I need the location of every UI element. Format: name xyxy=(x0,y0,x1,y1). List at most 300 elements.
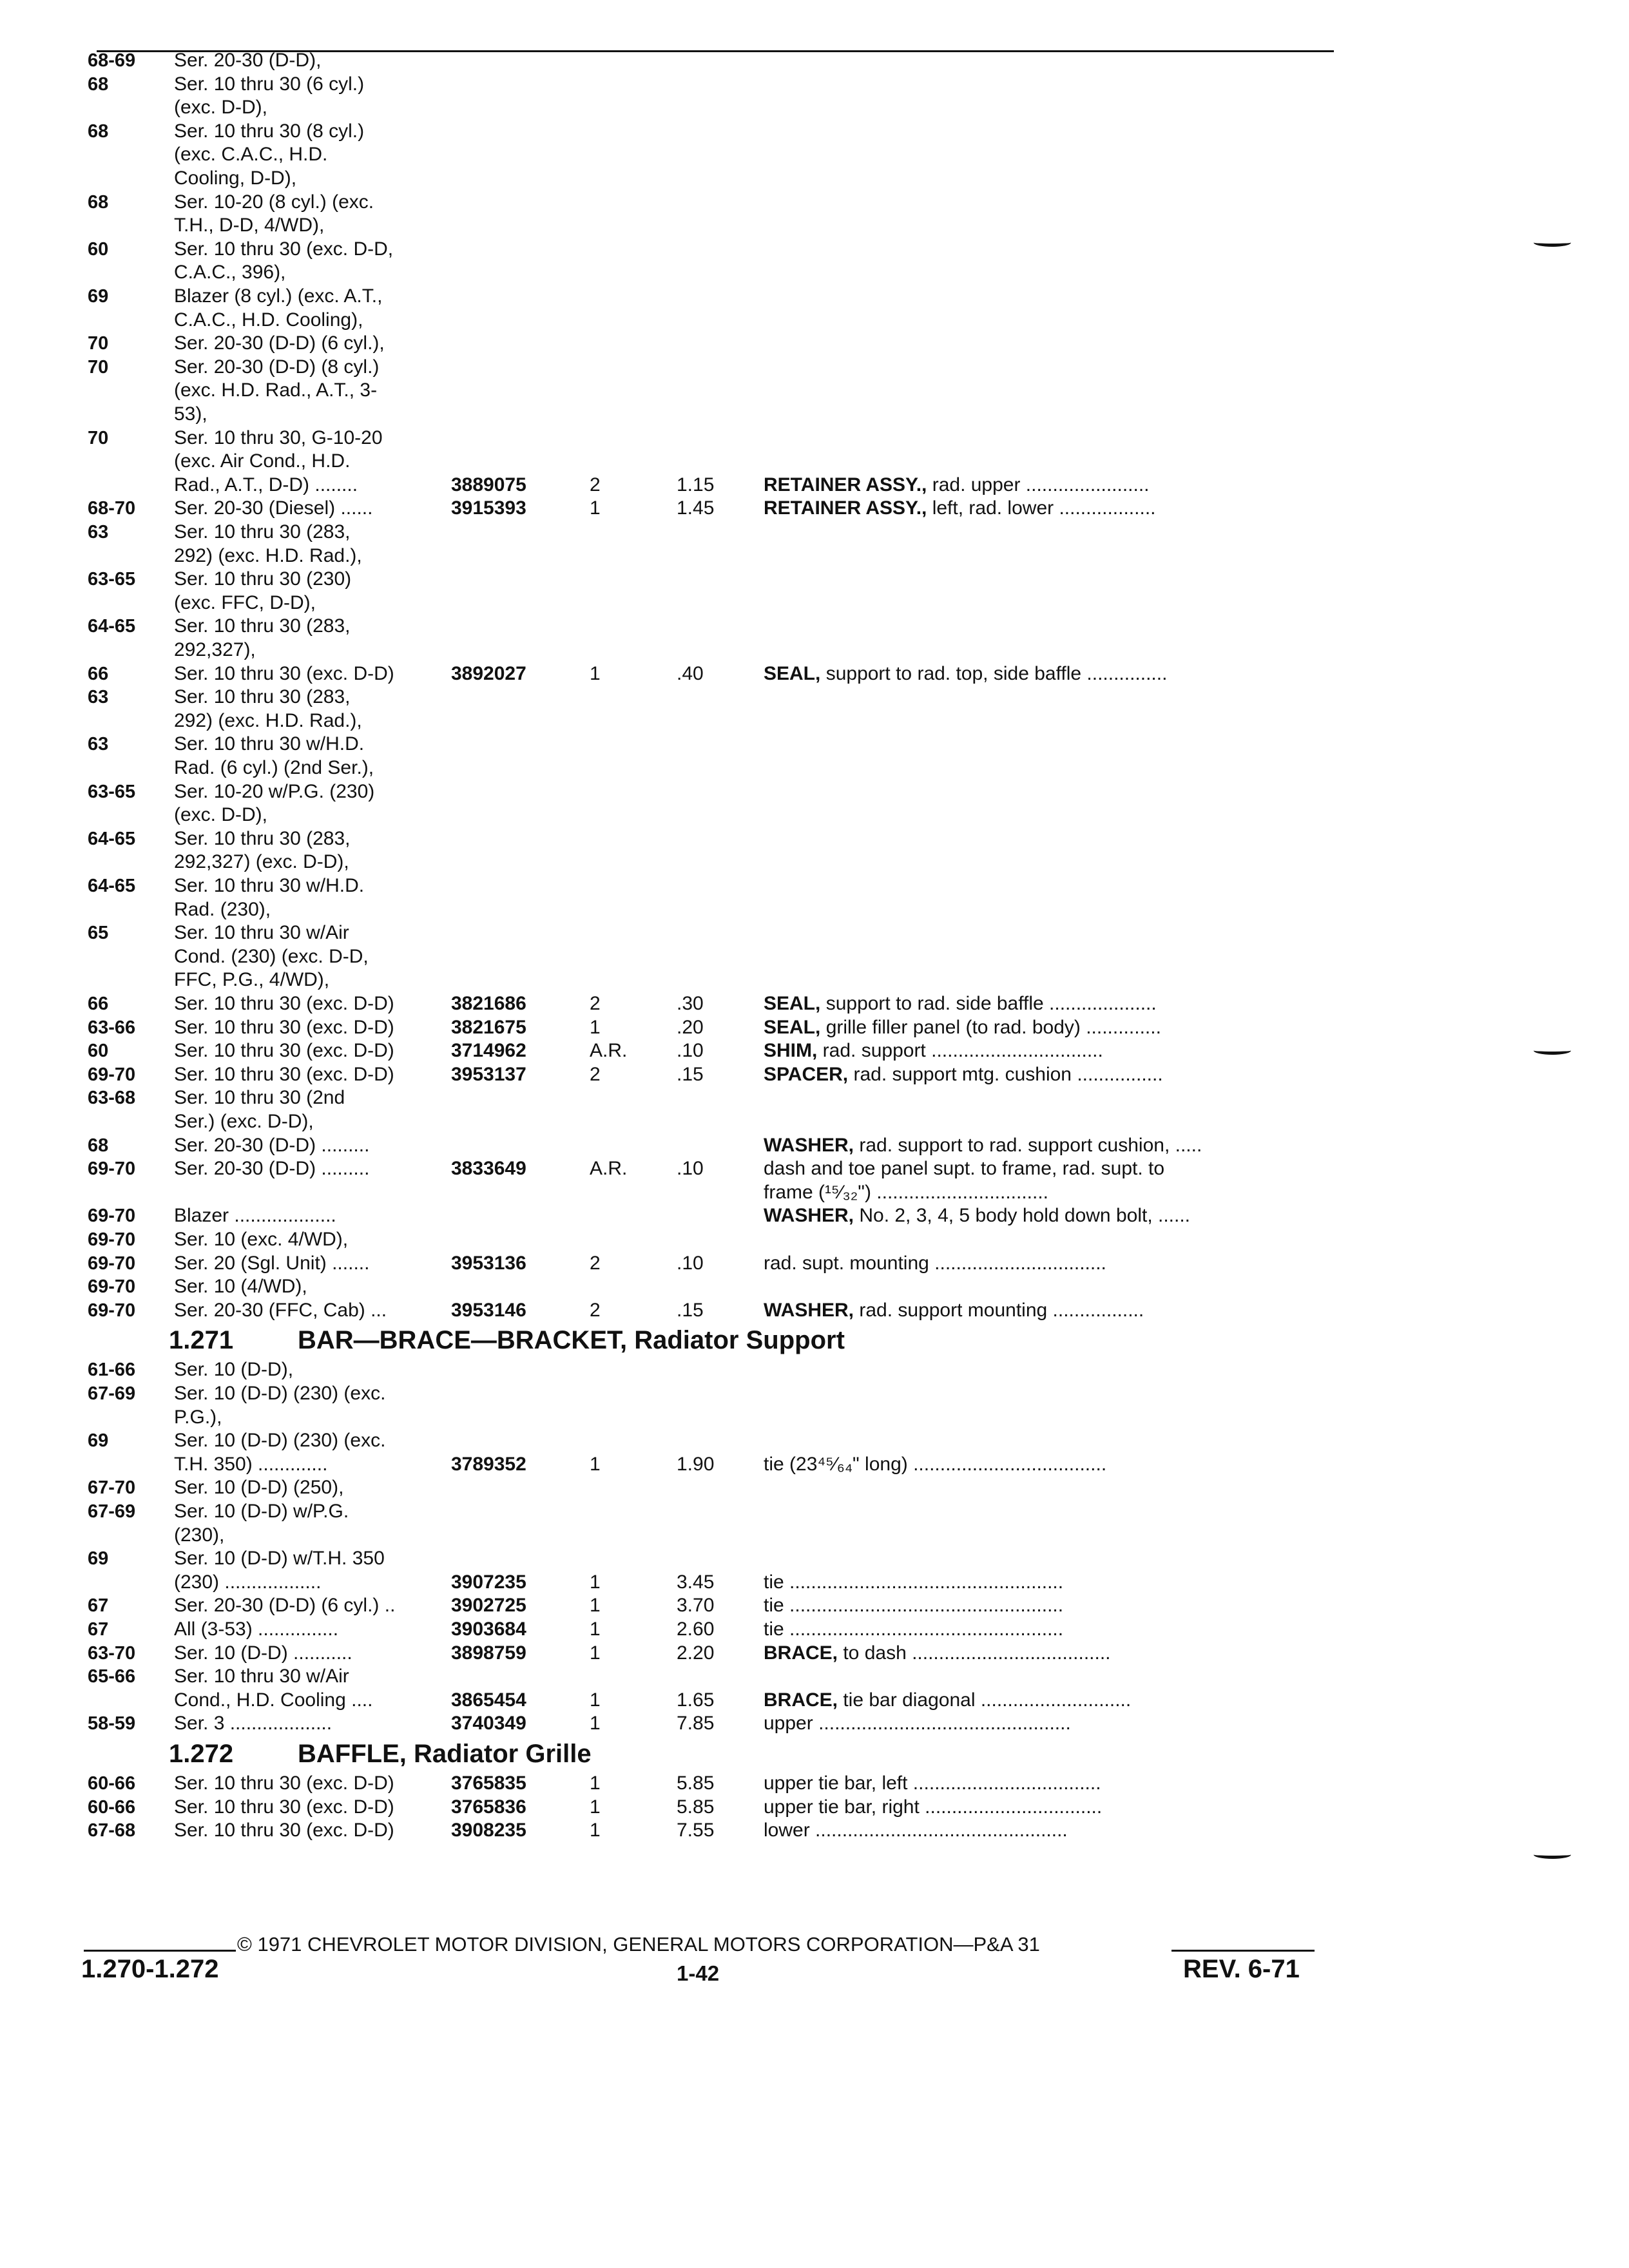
model-year: 67-68 xyxy=(88,1820,136,1841)
application: (exc. D-D), xyxy=(174,804,267,826)
quantity: 2 xyxy=(590,1063,601,1085)
application: Cond., H.D. Cooling .... xyxy=(174,1689,373,1711)
parts-row xyxy=(0,1063,1629,1089)
part-name-detail: rad. support mounting ................. xyxy=(854,1299,1144,1321)
application: 292,327), xyxy=(174,639,256,660)
parts-row xyxy=(0,474,1629,499)
application: Ser. 10-20 (8 cyl.) (exc. xyxy=(174,191,374,213)
application: Ser. 10 thru 30 (exc. D-D) xyxy=(174,993,394,1014)
part-number: 3740349 xyxy=(451,1713,526,1735)
footer-rule-left xyxy=(84,1950,236,1952)
model-year: 60 xyxy=(88,1041,109,1062)
application: Ser. 10 thru 30 (exc. D-D) xyxy=(174,1773,394,1794)
model-year: 68-70 xyxy=(88,498,136,519)
quantity: 1 xyxy=(590,1773,601,1794)
application: All (3-53) ............... xyxy=(174,1619,339,1640)
margin-mark xyxy=(1534,1046,1571,1055)
parts-row xyxy=(0,1500,1629,1526)
part-name-detail: tie ................................................... xyxy=(764,1619,1064,1640)
parts-row xyxy=(0,1406,1629,1432)
application: Ser. 10 thru 30 (exc. D-D) xyxy=(174,662,394,684)
part-name xyxy=(764,662,1167,686)
parts-row xyxy=(0,1476,1629,1502)
quantity: 1 xyxy=(590,1713,601,1735)
parts-row xyxy=(0,521,1629,546)
model-year: 67-69 xyxy=(88,1501,136,1522)
application: Rad., A.T., D-D) ........ xyxy=(174,474,358,495)
application: Ser. 10 thru 30 (exc. D-D) xyxy=(174,1040,394,1062)
application: P.G.), xyxy=(174,1406,222,1428)
part-number: 3833649 xyxy=(451,1158,526,1180)
application: Ser. 10 thru 30 (283, xyxy=(174,615,351,637)
model-year: 70 xyxy=(88,333,109,354)
parts-row xyxy=(0,73,1629,99)
quantity: A.R. xyxy=(590,1158,628,1180)
application: Ser. 10 thru 30 (2nd xyxy=(174,1087,345,1109)
application: FFC, P.G., 4/WD), xyxy=(174,969,330,991)
parts-row xyxy=(0,756,1629,782)
part-name-bold: WASHER, xyxy=(764,1299,854,1321)
parts-row xyxy=(0,1796,1629,1821)
part-name xyxy=(764,992,1157,1015)
part-name xyxy=(764,497,1155,520)
part-name xyxy=(764,1772,1101,1795)
model-year: 63-70 xyxy=(88,1642,136,1664)
quantity: 1 xyxy=(590,1642,601,1664)
price: .30 xyxy=(677,993,704,1014)
part-number: 3765836 xyxy=(451,1796,526,1818)
parts-row xyxy=(0,1157,1629,1183)
application: Ser.) (exc. D-D), xyxy=(174,1111,314,1132)
parts-row xyxy=(0,1275,1629,1301)
part-number: 3714962 xyxy=(451,1040,526,1062)
model-year: 68 xyxy=(88,1135,109,1156)
part-name xyxy=(764,1689,1131,1712)
model-year: 61-66 xyxy=(88,1360,136,1381)
parts-row xyxy=(0,1299,1629,1325)
model-year: 68-69 xyxy=(88,50,136,71)
application: (exc. Air Cond., H.D. xyxy=(174,450,351,472)
part-number: 3821675 xyxy=(451,1016,526,1038)
application: Ser. 10 thru 30 (283, xyxy=(174,827,351,849)
model-year: 67 xyxy=(88,1595,109,1617)
model-year: 60 xyxy=(88,238,109,260)
quantity: 1 xyxy=(590,1453,601,1475)
part-name xyxy=(764,1712,1071,1735)
part-name-detail: grille filler panel (to rad. body) .............. xyxy=(820,1016,1161,1038)
model-year: 68 xyxy=(88,191,109,213)
part-name-bold: SEAL, xyxy=(764,1016,821,1038)
application: 292) (exc. H.D. Rad.), xyxy=(174,544,362,566)
quantity: 2 xyxy=(590,1252,601,1274)
price: 1.45 xyxy=(677,497,715,519)
model-year: 63-66 xyxy=(88,1017,136,1038)
model-year: 64-65 xyxy=(88,616,136,637)
part-number: 3765835 xyxy=(451,1773,526,1794)
part-name xyxy=(764,1453,1106,1476)
application: Ser. 10 thru 30 (exc. D-D) xyxy=(174,1063,394,1085)
model-year: 66 xyxy=(88,994,109,1014)
quantity: 1 xyxy=(590,662,601,684)
application: Ser. 10 thru 30 (230) xyxy=(174,568,352,590)
parts-row xyxy=(0,1571,1629,1597)
model-year: 68 xyxy=(88,120,109,142)
application: Blazer (8 cyl.) (exc. A.T., xyxy=(174,285,383,307)
parts-row xyxy=(0,898,1629,924)
part-name xyxy=(764,1204,1190,1227)
part-name-detail: rad. supt. mounting ................................ xyxy=(764,1252,1106,1274)
parts-row xyxy=(0,827,1629,853)
application: Ser. 10 thru 30 (8 cyl.) xyxy=(174,120,365,142)
application: Ser. 10 thru 30 w/H.D. xyxy=(174,733,365,755)
price: 3.70 xyxy=(677,1595,715,1617)
application: Ser. 10 thru 30 (283, xyxy=(174,686,351,708)
parts-row xyxy=(0,450,1629,476)
parts-row xyxy=(0,709,1629,735)
model-year: 67-69 xyxy=(88,1383,136,1404)
parts-row xyxy=(0,568,1629,593)
section-number: 1.272 xyxy=(169,1740,234,1768)
application: (230), xyxy=(174,1524,225,1546)
part-name-detail: No. 2, 3, 4, 5 body hold down bolt, ...... xyxy=(854,1205,1190,1227)
parts-row xyxy=(0,1382,1629,1408)
application: Ser. 10 thru 30 (283, xyxy=(174,521,351,543)
part-name xyxy=(764,1571,1063,1594)
model-year: 64-65 xyxy=(88,876,136,896)
part-name-bold: RETAINER ASSY., xyxy=(764,474,927,495)
part-name-detail: rad. support ................................ xyxy=(817,1040,1103,1062)
quantity: A.R. xyxy=(590,1040,628,1062)
part-number: 3892027 xyxy=(451,662,526,684)
part-name-bold: SEAL, xyxy=(764,993,821,1014)
application: Ser. 10 thru 30 (exc. D-D, xyxy=(174,238,394,260)
part-name-detail: frame (¹⁵⁄₃₂") ................................ xyxy=(764,1181,1049,1203)
part-number: 3953137 xyxy=(451,1063,526,1085)
quantity: 2 xyxy=(590,474,601,495)
price: 2.60 xyxy=(677,1619,715,1640)
application: C.A.C., H.D. Cooling), xyxy=(174,309,363,331)
part-number: 3821686 xyxy=(451,993,526,1014)
part-name-detail: left, rad. lower .................. xyxy=(927,497,1156,519)
parts-row xyxy=(0,214,1629,240)
model-year: 70 xyxy=(88,427,109,448)
part-number: 3903684 xyxy=(451,1619,526,1640)
parts-row xyxy=(0,1819,1629,1845)
model-year: 70 xyxy=(88,356,109,378)
model-year: 60-66 xyxy=(88,1796,136,1818)
application: Ser. 20-30 (Diesel) ...... xyxy=(174,497,373,519)
parts-row xyxy=(0,850,1629,876)
application: Blazer ................... xyxy=(174,1205,336,1227)
price: 1.90 xyxy=(677,1453,715,1475)
model-year: 64-65 xyxy=(88,828,136,849)
parts-row xyxy=(0,1689,1629,1715)
part-name xyxy=(764,1618,1063,1641)
price: 5.85 xyxy=(677,1796,715,1818)
part-name xyxy=(764,474,1150,497)
footer-page-number: 1-42 xyxy=(677,1961,720,1985)
application: 292) (exc. H.D. Rad.), xyxy=(174,709,362,731)
quantity: 1 xyxy=(590,1595,601,1617)
part-name-detail: tie ................................................... xyxy=(764,1571,1064,1593)
part-number: 3902725 xyxy=(451,1595,526,1617)
part-name xyxy=(764,1039,1103,1062)
parts-row xyxy=(0,803,1629,829)
model-year: 68 xyxy=(88,73,109,95)
application: T.H. 350) ............. xyxy=(174,1453,328,1475)
application: Ser. 10 (D-D) ........... xyxy=(174,1642,352,1664)
part-number: 3865454 xyxy=(451,1689,526,1711)
parts-row xyxy=(0,591,1629,617)
parts-row xyxy=(0,968,1629,994)
application: Ser. 20-30 (D-D) ......... xyxy=(174,1158,370,1180)
price: .10 xyxy=(677,1040,704,1062)
application: C.A.C., 396), xyxy=(174,262,286,284)
footer-rule-right xyxy=(1171,1950,1315,1952)
application: Ser. 10 thru 30, G-10-20 xyxy=(174,427,383,448)
section-number: 1.271 xyxy=(169,1326,234,1355)
parts-row xyxy=(0,238,1629,264)
part-name-detail: tie bar diagonal ............................ xyxy=(838,1689,1132,1711)
price: 1.15 xyxy=(677,474,715,495)
part-name-detail: dash and toe panel supt. to frame, rad. supt. to xyxy=(764,1158,1165,1180)
model-year: 65 xyxy=(88,923,109,944)
part-name xyxy=(764,1796,1102,1819)
model-year: 66 xyxy=(88,663,109,684)
model-year: 69-70 xyxy=(88,1276,136,1298)
part-name-detail: tie (23⁴⁵⁄₆₄" long) .................................... xyxy=(764,1453,1107,1475)
parts-row xyxy=(0,1524,1629,1550)
part-name xyxy=(764,1134,1202,1157)
model-year: 60-66 xyxy=(88,1773,136,1794)
part-name xyxy=(764,1063,1163,1086)
model-year: 67-70 xyxy=(88,1477,136,1499)
price: 5.85 xyxy=(677,1773,715,1794)
application: Ser. 10 (4/WD), xyxy=(174,1276,307,1298)
parts-row xyxy=(0,1134,1629,1160)
part-name-bold: SHIM, xyxy=(764,1040,818,1062)
application: 53), xyxy=(174,403,207,425)
application: Ser. 10 (D-D) w/T.H. 350 xyxy=(174,1548,385,1570)
model-year: 63-68 xyxy=(88,1088,136,1109)
application: Rad. (230), xyxy=(174,898,271,920)
parts-row xyxy=(0,1358,1629,1384)
price: 2.20 xyxy=(677,1642,715,1664)
price: .10 xyxy=(677,1252,704,1274)
quantity: 2 xyxy=(590,993,601,1014)
part-name-detail: rad. support mtg. cushion ................ xyxy=(848,1063,1163,1085)
application: Ser. 20-30 (D-D) ......... xyxy=(174,1134,370,1156)
part-number: 3953146 xyxy=(451,1299,526,1321)
part-number: 3915393 xyxy=(451,497,526,519)
part-name-bold: WASHER, xyxy=(764,1205,854,1227)
application: Ser. 10 thru 30 w/H.D. xyxy=(174,875,365,896)
price: 1.65 xyxy=(677,1689,715,1711)
parts-row xyxy=(0,945,1629,971)
model-year: 69 xyxy=(88,286,109,307)
part-number: 3898759 xyxy=(451,1642,526,1664)
part-name-detail: tie ................................................... xyxy=(764,1595,1064,1617)
parts-row xyxy=(0,379,1629,405)
part-name-bold: SEAL, xyxy=(764,662,821,684)
application: (exc. H.D. Rad., A.T., 3- xyxy=(174,380,378,401)
part-name xyxy=(764,1157,1164,1180)
price: .20 xyxy=(677,1016,704,1038)
model-year: 63 xyxy=(88,687,109,708)
parts-row xyxy=(0,1228,1629,1254)
footer-revision: REV. 6-71 xyxy=(1183,1955,1300,1983)
application: Ser. 20-30 (D-D) (6 cyl.), xyxy=(174,332,385,354)
quantity: 1 xyxy=(590,1619,601,1640)
parts-row xyxy=(0,874,1629,900)
application: Ser. 10 thru 30 (6 cyl.) xyxy=(174,73,365,95)
parts-row xyxy=(0,285,1629,311)
part-number: 3907235 xyxy=(451,1571,526,1593)
part-name xyxy=(764,1594,1063,1617)
price: 7.55 xyxy=(677,1820,715,1841)
application: Ser. 10-20 w/P.G. (230) xyxy=(174,780,375,802)
parts-row xyxy=(0,1086,1629,1112)
part-name-bold: BRACE, xyxy=(764,1689,838,1711)
price: .15 xyxy=(677,1299,704,1321)
part-name-bold: RETAINER ASSY., xyxy=(764,497,927,519)
parts-row xyxy=(0,1618,1629,1644)
part-name-bold: BRACE, xyxy=(764,1642,838,1664)
model-year: 63 xyxy=(88,734,109,755)
parts-row xyxy=(0,615,1629,640)
part-name-detail: support to rad. side baffle .................... xyxy=(820,993,1157,1014)
part-name xyxy=(764,1016,1161,1039)
price: .10 xyxy=(677,1158,704,1180)
part-name-detail: to dash ..................................... xyxy=(838,1642,1111,1664)
application: Ser. 10 (exc. 4/WD), xyxy=(174,1229,349,1250)
application: 292,327) (exc. D-D), xyxy=(174,851,349,873)
parts-row xyxy=(0,309,1629,334)
parts-row xyxy=(0,403,1629,428)
application: Ser. 10 thru 30 (exc. D-D) xyxy=(174,1820,394,1841)
application: (exc. C.A.C., H.D. xyxy=(174,144,328,166)
part-name-detail: upper tie bar, left ................................... xyxy=(764,1773,1101,1794)
part-name-bold: SPACER, xyxy=(764,1063,849,1085)
model-year: 69-70 xyxy=(88,1253,136,1274)
part-name-detail: rad. support to rad. support cushion, ..... xyxy=(854,1134,1202,1156)
parts-row xyxy=(0,1594,1629,1620)
parts-row xyxy=(0,1204,1629,1230)
quantity: 1 xyxy=(590,1689,601,1711)
price: 7.85 xyxy=(677,1713,715,1735)
application: Ser. 10 (D-D), xyxy=(174,1359,294,1381)
part-number: 3953136 xyxy=(451,1252,526,1274)
margin-mark xyxy=(1534,238,1571,247)
parts-row xyxy=(0,332,1629,358)
application: Ser. 10 thru 30 w/Air xyxy=(174,1666,349,1687)
application: Cooling, D-D), xyxy=(174,168,297,189)
quantity: 1 xyxy=(590,1016,601,1038)
application: (230) .................. xyxy=(174,1571,322,1593)
parts-row xyxy=(0,1016,1629,1042)
parts-row xyxy=(0,686,1629,711)
part-name-detail: lower ............................................... xyxy=(764,1820,1068,1841)
part-name xyxy=(764,1181,1048,1204)
quantity: 2 xyxy=(590,1299,601,1321)
parts-row xyxy=(0,49,1629,75)
parts-row xyxy=(0,733,1629,758)
application: Ser. 10 (D-D) w/P.G. xyxy=(174,1501,349,1522)
part-name-detail: support to rad. top, side baffle ............... xyxy=(820,662,1168,684)
application: (exc. FFC, D-D), xyxy=(174,591,316,613)
quantity: 1 xyxy=(590,1796,601,1818)
application: Ser. 10 (D-D) (230) (exc. xyxy=(174,1383,386,1404)
model-year: 69-70 xyxy=(88,1064,136,1085)
application: Ser. 20-30 (FFC, Cab) ... xyxy=(174,1299,387,1321)
parts-row xyxy=(0,1642,1629,1667)
parts-row xyxy=(0,191,1629,216)
application: Ser. 20-30 (D-D) (6 cyl.) .. xyxy=(174,1595,396,1617)
parts-row xyxy=(0,1110,1629,1136)
part-name xyxy=(764,1299,1144,1322)
section-title: BAFFLE, Radiator Grille xyxy=(298,1740,592,1768)
parts-row xyxy=(0,662,1629,688)
parts-row xyxy=(0,780,1629,806)
price: .15 xyxy=(677,1063,704,1085)
part-name-detail: rad. upper ....................... xyxy=(927,474,1150,495)
part-name-bold: WASHER, xyxy=(764,1134,854,1156)
model-year: 58-59 xyxy=(88,1713,136,1735)
parts-row xyxy=(0,544,1629,570)
parts-row xyxy=(0,1665,1629,1691)
parts-row xyxy=(0,1453,1629,1479)
parts-row xyxy=(0,356,1629,381)
parts-row xyxy=(0,120,1629,146)
price: 3.45 xyxy=(677,1571,715,1593)
model-year: 63-65 xyxy=(88,781,136,802)
parts-row xyxy=(0,167,1629,193)
parts-row xyxy=(0,921,1629,947)
model-year: 69 xyxy=(88,1548,109,1570)
section-title: BAR—BRACE—BRACKET, Radiator Support xyxy=(298,1326,845,1355)
application: Ser. 10 thru 30 w/Air xyxy=(174,922,349,944)
footer-section-range: 1.270-1.272 xyxy=(81,1955,219,1983)
part-number: 3789352 xyxy=(451,1453,526,1475)
application: Ser. 10 thru 30 (exc. D-D) xyxy=(174,1016,394,1038)
parts-row xyxy=(0,1429,1629,1455)
model-year: 63 xyxy=(88,522,109,543)
application: T.H., D-D, 4/WD), xyxy=(174,215,325,236)
application: Ser. 10 thru 30 (exc. D-D) xyxy=(174,1796,394,1818)
application: Ser. 10 (D-D) (250), xyxy=(174,1477,344,1499)
price: .40 xyxy=(677,662,704,684)
model-year: 69 xyxy=(88,1430,109,1452)
application: Rad. (6 cyl.) (2nd Ser.), xyxy=(174,757,374,778)
application: Cond. (230) (exc. D-D, xyxy=(174,945,369,967)
model-year: 69-70 xyxy=(88,1206,136,1227)
parts-row xyxy=(0,143,1629,169)
part-name-detail: upper ............................................... xyxy=(764,1713,1071,1735)
parts-row xyxy=(0,639,1629,664)
quantity: 1 xyxy=(590,497,601,519)
parts-row xyxy=(0,1772,1629,1798)
part-name-detail: upper tie bar, right ................................. xyxy=(764,1796,1103,1818)
parts-row xyxy=(0,261,1629,287)
application: (exc. D-D), xyxy=(174,97,267,119)
quantity: 1 xyxy=(590,1571,601,1593)
model-year: 63-65 xyxy=(88,569,136,590)
parts-row xyxy=(0,1181,1629,1207)
model-year: 69-70 xyxy=(88,1300,136,1321)
parts-row xyxy=(0,1252,1629,1278)
parts-row xyxy=(0,1547,1629,1573)
part-number: 3908235 xyxy=(451,1820,526,1841)
